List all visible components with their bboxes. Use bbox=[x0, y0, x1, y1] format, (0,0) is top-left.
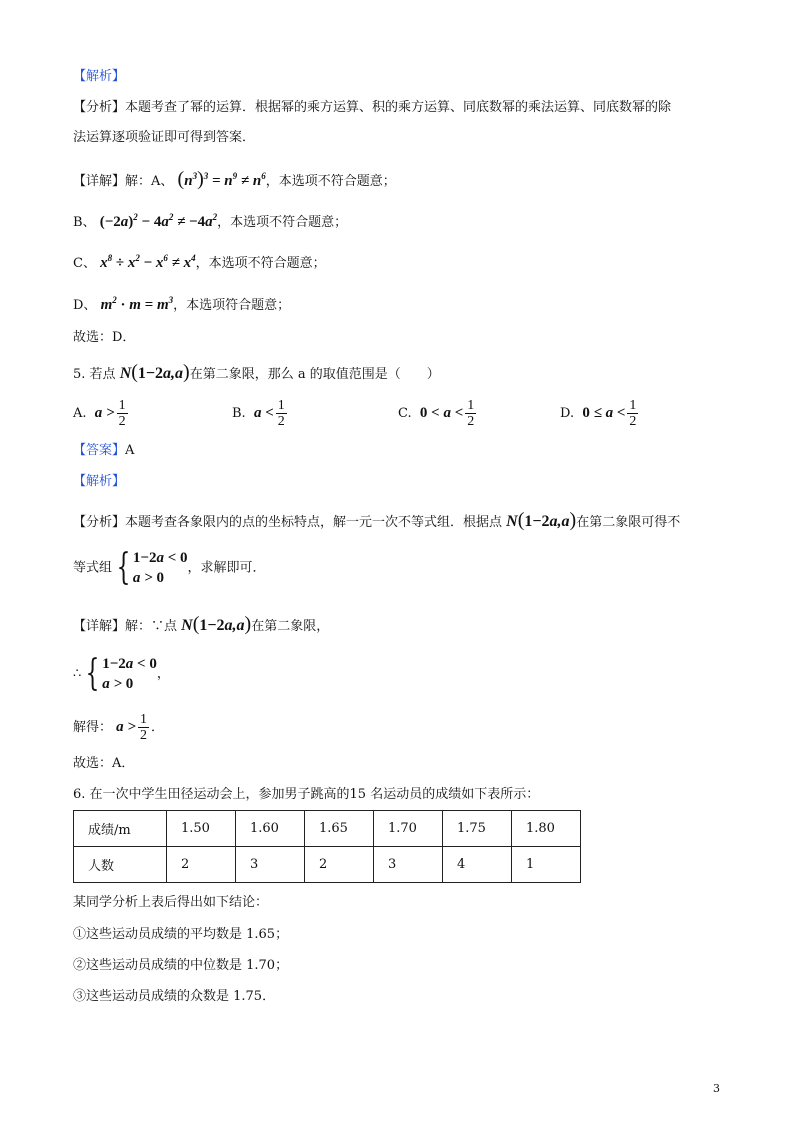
q5-analysis: 【分析】本题考查各象限内的点的坐标特点，解一元一次不等式组．根据点 N(1−2a,a)在第二象限可得不 bbox=[73, 509, 681, 531]
q5-detail: 【详解】解：∵点 N(1−2a,a)在第二象限， bbox=[73, 613, 330, 635]
q6-after: 某同学分析上表后得出如下结论： bbox=[73, 895, 269, 910]
section-tag-analysis: 【解析】 bbox=[73, 474, 126, 489]
detail-a: 【详解】解：A、 $(n^3)^3 = n^9 \ne n^6$，本选项不符合题意； bbox=[73, 168, 396, 190]
point-expression: N(1−2a,a) bbox=[119, 361, 190, 383]
q5-therefore-system: ∴ { 1−2a < 0 a > 0 ， bbox=[73, 653, 170, 694]
option-b: B. a < $\frac{1}{2}$ bbox=[232, 398, 285, 429]
analysis-paragraph-cont: 法运算逐项验证即可得到答案． bbox=[73, 130, 256, 145]
option-c: C. 0 < a < $\frac{1}{2}$ bbox=[398, 398, 475, 429]
math-expression: $m^2 \cdot m = m^3$ bbox=[100, 295, 174, 313]
q5-choice: 故选：A． bbox=[73, 756, 135, 771]
inequality-system: 1−2a < 0 a > 0 bbox=[132, 550, 188, 586]
math-expression: $x^8 \div x^2 - x^6 \ne x^4$ bbox=[100, 253, 196, 271]
math-expression: $(n^3)^3 = n^9 \ne n^6$ bbox=[177, 168, 266, 190]
detail-b: B、 $(-2a)^2 - 4a^2 \ne -4a^2$，本选项不符合题意； bbox=[73, 212, 348, 230]
q6-conclusion-1: ①这些运动员成绩的平均数是 1.65； bbox=[73, 927, 289, 942]
answer-tag: 【答案】 bbox=[73, 443, 126, 458]
q5-analysis-system: 等式组 { 1−2a < 0 a > 0 ，求解即可． bbox=[73, 547, 266, 588]
fraction: $\frac{1}{2}$ bbox=[467, 398, 475, 429]
fraction: $\frac{1}{2}$ bbox=[118, 398, 126, 429]
detail-c: C、 $x^8 \div x^2 - x^6 \ne x^4$，本选项不符合题意； bbox=[73, 253, 326, 271]
answer-line: 【答案】A bbox=[73, 443, 135, 458]
q5-solve: 解得： a > $\frac{1}{2}$ ． bbox=[73, 712, 164, 743]
score-table bbox=[73, 810, 581, 883]
analysis-paragraph: 【分析】本题考查了幂的运算．根据幂的乘方运算、积的乘方运算、同底数幂的乘法运算、同底数幂的除 bbox=[73, 100, 672, 115]
option-d: D. 0 ≤ a < $\frac{1}{2}$ bbox=[560, 398, 637, 429]
question-6: 6. 在一次中学生田径运动会上，参加男子跳高的15 名运动员的成绩如下表所示： bbox=[73, 787, 540, 802]
fraction: $\frac{1}{2}$ bbox=[629, 398, 637, 429]
q6-conclusion-3: ③这些运动员成绩的众数是 1.75． bbox=[73, 989, 276, 1004]
q6-conclusion-2: ②这些运动员成绩的中位数是 1.70； bbox=[73, 958, 289, 973]
section-tag-analysis: 【解析】 bbox=[73, 69, 126, 84]
fraction: $\frac{1}{2}$ bbox=[277, 398, 285, 429]
fraction: $\frac{1}{2}$ bbox=[139, 712, 147, 743]
option-a: A. a > $\frac{1}{2}$ bbox=[73, 398, 126, 429]
choice-line: 故选：D． bbox=[73, 330, 136, 345]
table-row: 人数 2 3 2 3 4 1 bbox=[74, 847, 581, 883]
question-5: 5. 若点 N(1−2a,a)在第二象限，那么 a 的取值范围是（ ） bbox=[73, 361, 440, 383]
table-row: 成绩/m 1.50 1.60 1.65 1.70 1.75 1.80 bbox=[74, 811, 581, 847]
analysis-tag: 【分析】 bbox=[73, 100, 126, 115]
detail-d: D、 $m^2 \cdot m = m^3$，本选项符合题意； bbox=[73, 295, 291, 313]
inequality-system: 1−2a < 0 a > 0 bbox=[102, 656, 157, 692]
math-expression: $(-2a)^2 - 4a^2 \ne -4a^2$ bbox=[99, 212, 218, 230]
page-number: 3 bbox=[713, 1082, 720, 1095]
